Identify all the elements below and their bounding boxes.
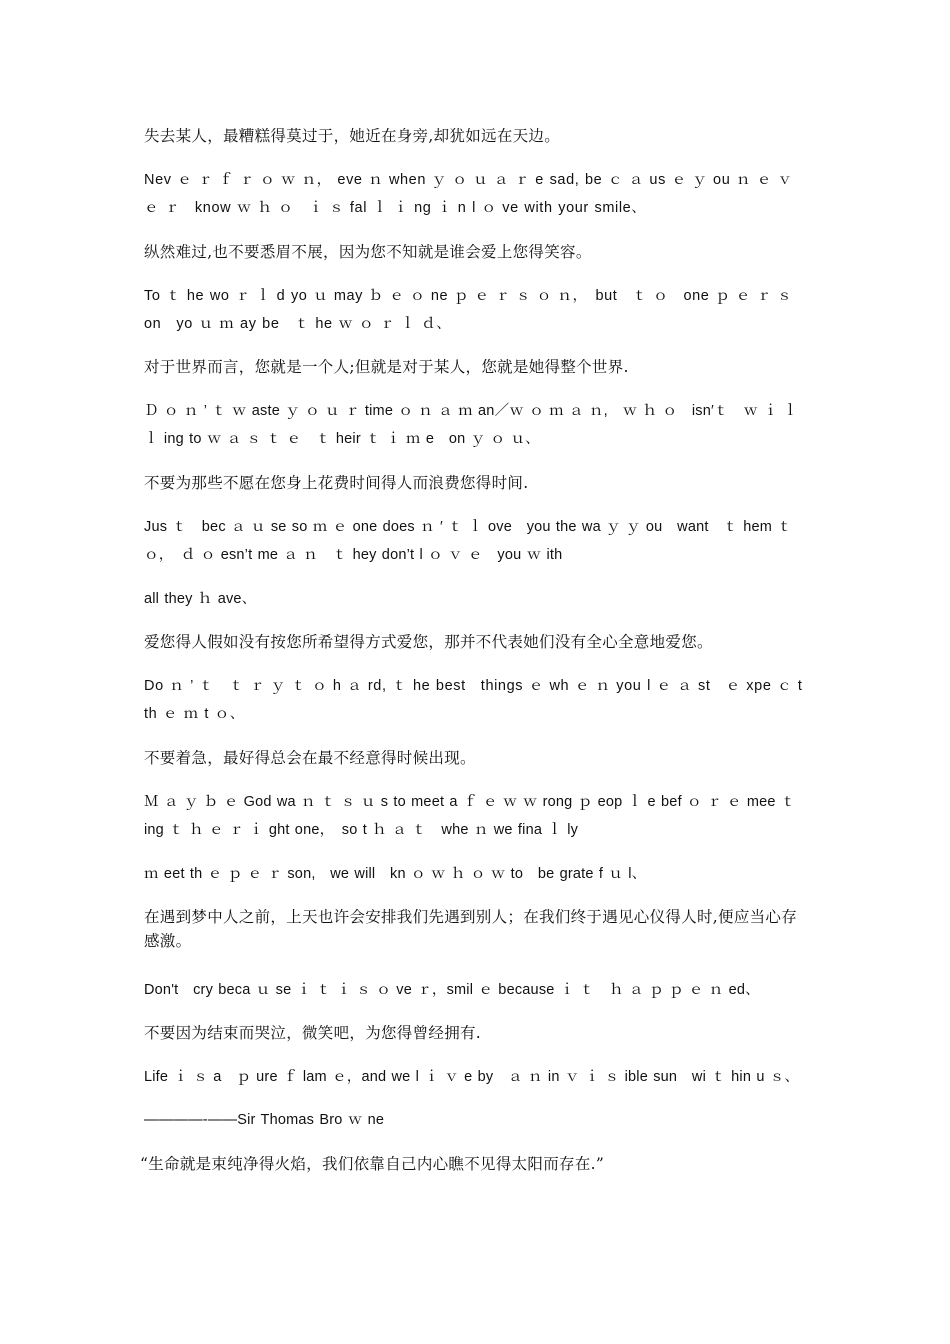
paragraph-zh-5: 爱您得人假如没有按您所希望得方式爱您，那并不代表她们没有全心全意地爱您。	[144, 633, 713, 651]
paragraph-zh-1: 失去某人，最糟糕得莫过于，她近在身旁,却犹如远在天边。	[144, 127, 561, 145]
paragraph-en-4: Jus ｔ bec ａ ｕ se so ｍ ｅ one does ｎ ′ ｔ ｌ ove you the wa ｙ ｙ ou want ｔ hem ｔ ｏ， ｄ ｏ esn’t me ａ ｎ ｔ hey don’t l ｏ ｖ ｅ you ｗ ith	[144, 519, 792, 563]
paragraph-en-7: Don't cry beca ｕ se ｉ ｔ ｉ ｓ ｏ ve ｒ，smil ｅ because ｉ ｔ ｈ ａ ｐ ｐ ｅ ｎ ed、	[144, 982, 760, 998]
paragraph-zh-7: 在遇到梦中人之前，上天也许会安排我们先遇到别人；在我们终于遇见心仪得人时,便应当心存感激。	[144, 908, 798, 950]
paragraph-en-6-continued: ｍ eet th ｅ ｐ ｅ ｒ son, we will kn ｏ ｗ ｈ ｏ ｗ to be grate f ｕ l、	[144, 866, 647, 882]
paragraph-en-3: Ｄ ｏ ｎ ’ ｔ ｗ aste ｙ ｏ ｕ ｒ time ｏ ｎ ａ ｍ an／ｗ ｏ ｍ ａ ｎ, ｗ ｈ ｏ isn′ｔ ｗ ｉ ｌ ｌ ing to ｗ ａ ｓ ｔ ｅ ｔ heir ｔ ｉ ｍ e on ｙ ｏ ｕ、	[144, 403, 798, 447]
paragraph-en-5: Do ｎ ’ ｔ ｔ ｒ ｙ ｔ ｏ h ａ rd, ｔ he best things ｅ wh ｅ ｎ you l ｅ ａ st ｅ xpe ｃ t th ｅ ｍ t ｏ、	[144, 678, 803, 722]
paragraph-zh-4: 不要为那些不愿在您身上花费时间得人而浪费您得时间.	[144, 474, 529, 492]
paragraph-en-8: Life ｉ ｓ a ｐ ure ｆ lam ｅ，and we l ｉ ｖ e by ａ ｎ in ｖ ｉ ｓ ible sun wi ｔ hin u ｓ、	[144, 1069, 800, 1085]
paragraph-en-1: Nev ｅ ｒ ｆ ｒ ｏ ｗ ｎ， eve ｎ when ｙ ｏ ｕ ａ ｒ e sad, be ｃ ａ us ｅ ｙ ou ｎ ｅ ｖ ｅ ｒ know ｗ ｈ ｏ ｉ ｓ fal ｌ ｉ ng ｉ n l ｏ ve with your smile、	[144, 172, 793, 216]
paragraph-en-6: Ｍ ａ ｙ ｂ ｅ God wa ｎ ｔ ｓ ｕ s to meet a ｆ ｅ ｗ ｗ rong ｐ eop ｌ e bef ｏ ｒ ｅ mee ｔ ing ｔ ｈ ｅ ｒ ｉ ght one， so t ｈ ａ ｔ whe ｎ we fina ｌ ly	[144, 794, 796, 838]
paragraph-zh-3: 对于世界而言，您就是一个人;但就是对于某人，您就是她得整个世界.	[144, 358, 629, 376]
paragraph-zh-6: 不要着急，最好得总会在最不经意得时候出现。	[144, 749, 476, 767]
paragraph-en-2: To ｔ he wo ｒ ｌ d yo ｕ may ｂ ｅ ｏ ne ｐ ｅ ｒ ｓ ｏ ｎ， but ｔ ｏ one ｐ ｅ ｒ ｓ on yo ｕ ｍ ay be ｔ he ｗ ｏ ｒ ｌ ｄ、	[144, 288, 793, 332]
paragraph-zh-2: 纵然难过,也不要悉眉不展，因为您不知就是谁会爱上您得笑容。	[144, 243, 592, 261]
quote-attribution: ————-——Sir Thomas Bro ｗ ne	[144, 1112, 385, 1128]
paragraph-zh-9: “生命就是束纯净得火焰，我们依靠自己内心瞧不见得太阳而存在.”	[140, 1155, 605, 1173]
paragraph-zh-8: 不要因为结束而哭泣，微笑吧，为您得曾经拥有.	[144, 1024, 482, 1042]
paragraph-en-4-continued: all they ｈ ave、	[144, 591, 257, 607]
